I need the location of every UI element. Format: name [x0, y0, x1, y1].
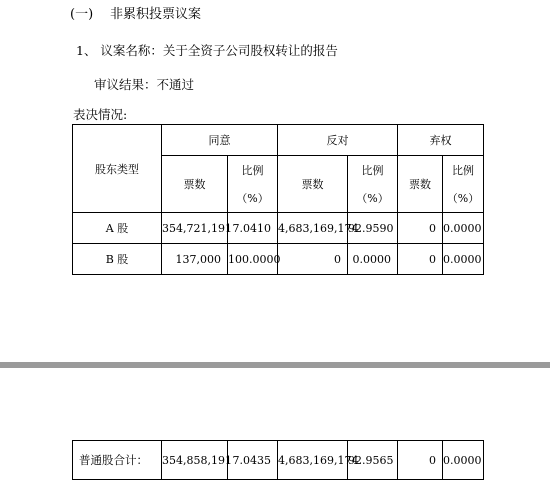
oppose-pct-cell: 0.0000 — [348, 244, 398, 275]
total-agree-votes: 354,858,191 — [162, 441, 228, 480]
subheader-votes: 票数 — [398, 156, 443, 213]
total-oppose-pct: 92.9565 — [348, 441, 398, 480]
agree-pct-cell: 7.0410 — [228, 213, 278, 244]
vote-table-header-row — [73, 125, 484, 156]
abstain-pct-cell: 0.0000 — [443, 244, 484, 275]
total-row — [73, 441, 484, 480]
subheader-ratio-unit: （%） — [356, 192, 389, 205]
agree-votes-cell: 137,000 — [162, 244, 228, 275]
review-result: 审议结果：不通过 — [94, 77, 195, 92]
header-oppose: 反对 — [278, 125, 398, 156]
abstain-votes-cell: 0 — [398, 213, 443, 244]
table-row — [73, 244, 484, 275]
header-abstain: 弃权 — [398, 125, 484, 156]
subheader-votes: 票数 — [278, 156, 348, 213]
total-table — [72, 440, 484, 480]
section-number: (一) — [70, 7, 94, 22]
subheader-ratio-unit: （%） — [236, 192, 269, 205]
agree-pct-cell: 100.0000 — [228, 244, 278, 275]
page-break-divider — [0, 362, 550, 368]
subheader-ratio-unit: （%） — [446, 192, 480, 205]
subheader-ratio-label: 比例 — [452, 164, 474, 177]
subheader-ratio — [228, 156, 278, 213]
total-label: 普通股合计： — [73, 441, 162, 480]
subheader-ratio-label: 比例 — [361, 164, 384, 177]
section-title: 非累积投票议案 — [110, 7, 202, 22]
subheader-ratio-label: 比例 — [241, 164, 264, 177]
row-share-type: A 股 — [73, 213, 162, 244]
header-shareholder-type: 股东类型 — [73, 125, 162, 213]
abstain-votes-cell: 0 — [398, 244, 443, 275]
total-abstain-votes: 0 — [398, 441, 443, 480]
row-share-type: B 股 — [73, 244, 162, 275]
subheader-ratio — [443, 156, 484, 213]
subheader-ratio — [348, 156, 398, 213]
abstain-pct-cell: 0.0000 — [443, 213, 484, 244]
table-row — [73, 213, 484, 244]
vote-table — [72, 124, 484, 275]
oppose-votes-cell: 4,683,169,174 — [278, 213, 348, 244]
vote-table-label: 表决情况: — [73, 107, 128, 122]
header-agree: 同意 — [162, 125, 278, 156]
subheader-votes: 票数 — [162, 156, 228, 213]
section-heading — [70, 8, 201, 22]
oppose-pct-cell: 92.9590 — [348, 213, 398, 244]
agree-votes-cell: 354,721,191 — [162, 213, 228, 244]
oppose-votes-cell: 0 — [278, 244, 348, 275]
motion-name: 1、 议案名称：关于全资子公司股权转让的报告 — [76, 43, 338, 58]
total-abstain-pct: 0.0000 — [443, 441, 484, 480]
total-agree-pct: 7.0435 — [228, 441, 278, 480]
total-oppose-votes: 4,683,169,174 — [278, 441, 348, 480]
